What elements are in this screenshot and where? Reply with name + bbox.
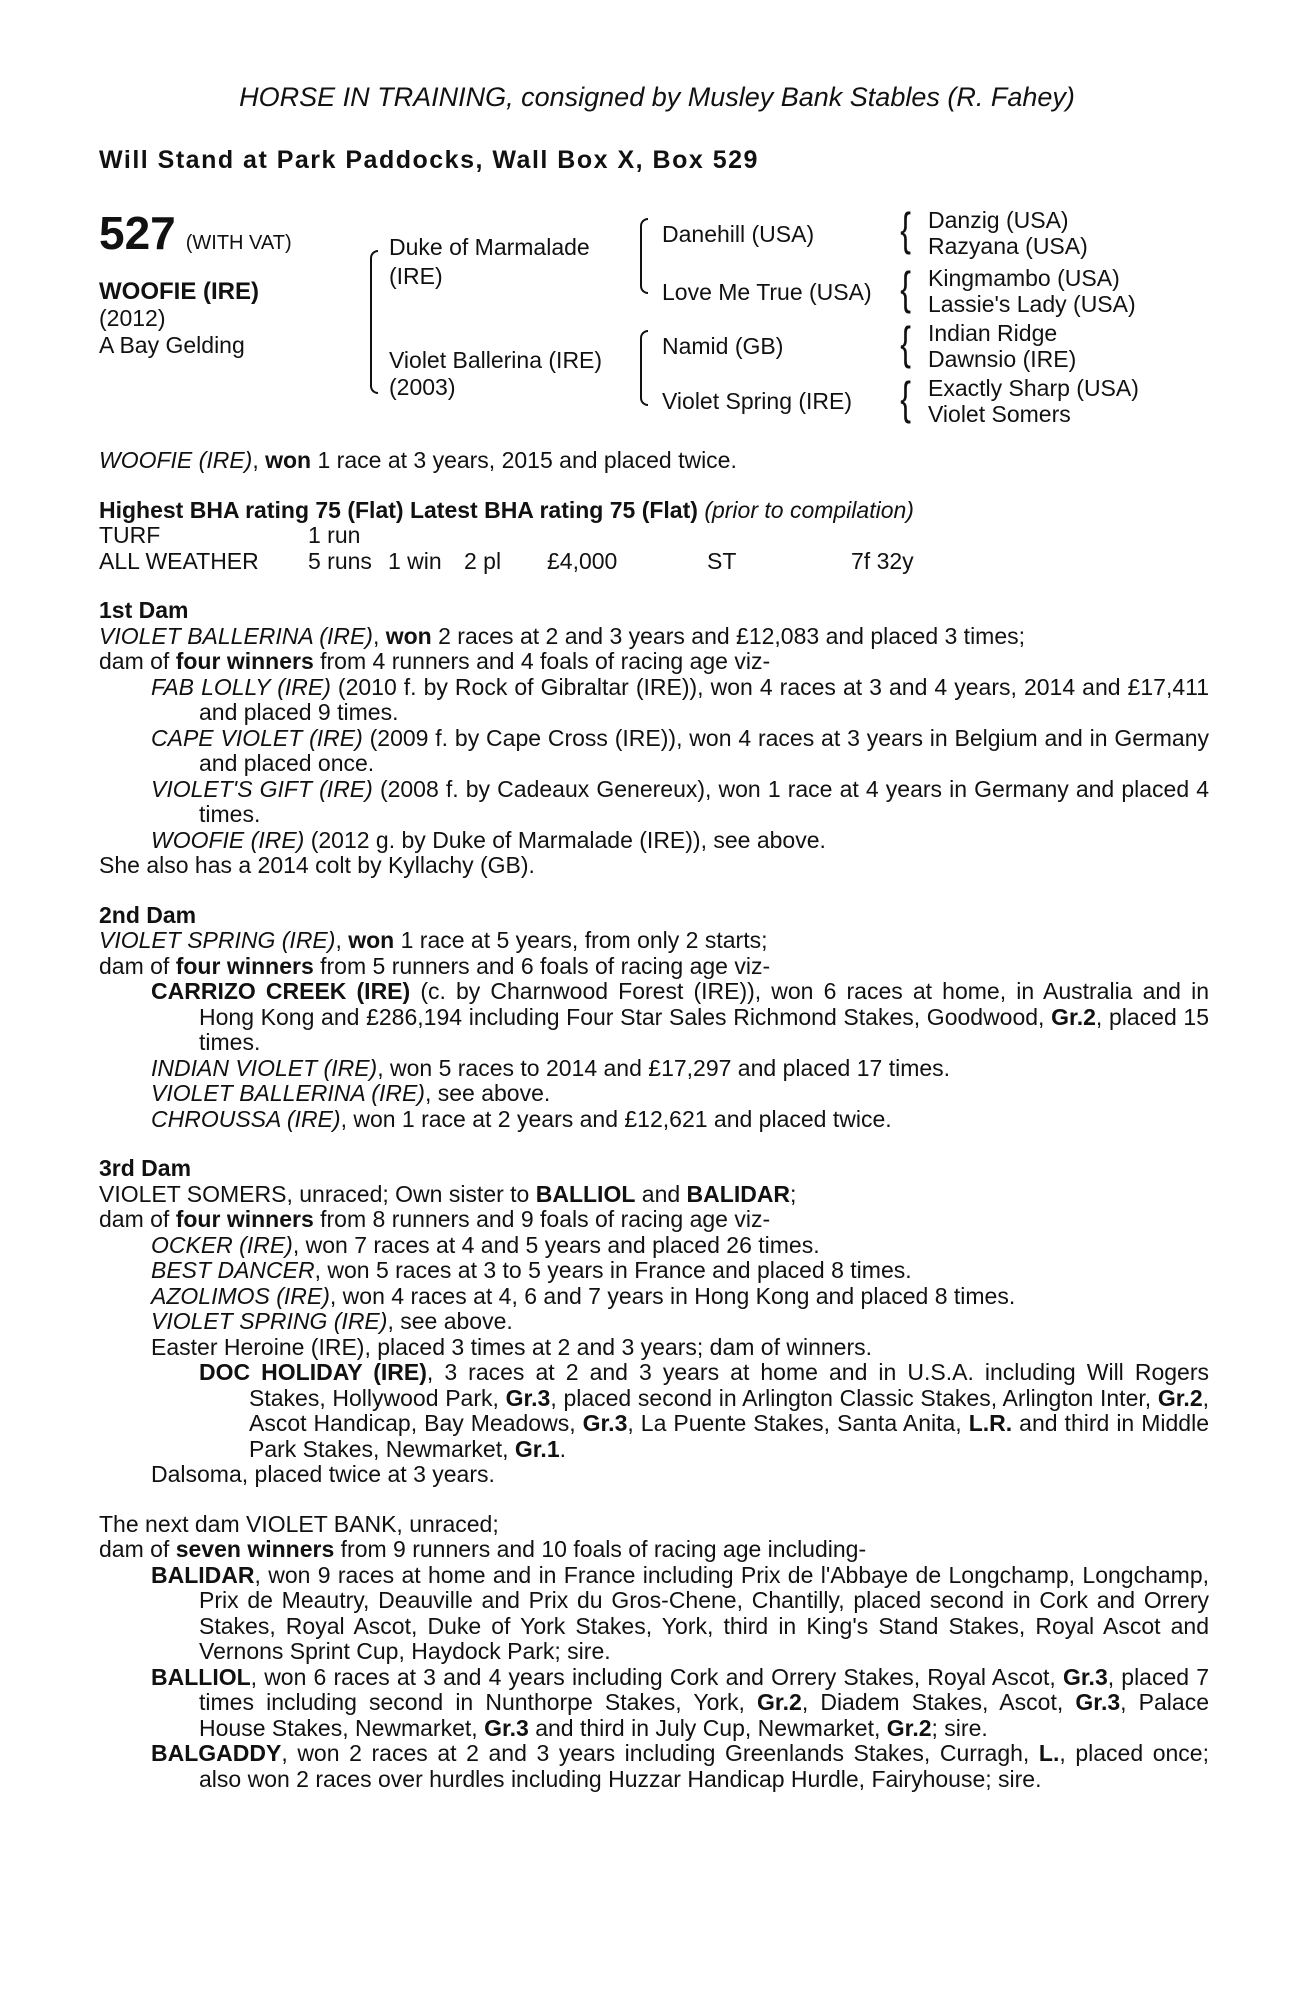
pedigree-brace-sire <box>640 218 648 294</box>
second-dam-produce: dam of four winners from 5 runners and 6 foals of racing age viz- <box>99 952 771 979</box>
page-header-title: HORSE IN TRAINING, consigned by Musley Bank Stables (R. Fahey) <box>239 82 1075 112</box>
second-dam-progeny-1: CARRIZO CREEK (IRE) (c. by Charnwood Forest (IRE)), won 6 races at home, in Australia and in Hong Kong and £286,194 including Four Star Sales Richmond Stakes, Goodwood, Gr.2, placed 15 times. <box>151 978 1210 1055</box>
third-dam-progeny-2: BEST DANCER, won 5 races at 3 to 5 years in France and placed 8 times. <box>151 1257 912 1283</box>
pedigree-brace-dam <box>640 330 648 406</box>
first-dam-progeny-4: WOOFIE (IRE) (2012 g. by Duke of Marmalade (IRE)), see above. <box>151 826 826 853</box>
first-dam-progeny-2: CAPE VIOLET (IRE) (2009 f. by Cape Cross (IRE)), won 4 races at 3 years in Belgium and in Germany and placed once. <box>151 724 1209 776</box>
next-dam-produce: dam of seven winners from 9 runners and 10 foals of racing age including- <box>99 1536 867 1562</box>
next-dam-record: The next dam VIOLET BANK, unraced; <box>99 1510 499 1537</box>
catalogue-body <box>99 448 1209 1792</box>
third-dam-progeny-6: Dalsoma, placed twice at 3 years. <box>151 1461 495 1487</box>
pedigree-ggs-1: Danzig (USA) <box>928 207 1069 233</box>
pedigree-dam-dam: Violet Spring (IRE) <box>662 388 853 414</box>
first-dam-progeny-1: FAB LOLLY (IRE) (2010 f. by Rock of Gibraltar (IRE)), won 4 races at 3 and 4 years, 2014 and £17,411 and placed 9 times. <box>151 673 1210 725</box>
pedigree-sire: Duke of Marmalade <box>389 234 590 260</box>
pedigree-ggs-5: Indian Ridge <box>928 320 1058 346</box>
horse-description: A Bay Gelding <box>99 332 245 358</box>
pedigree-ggs-2: Razyana (USA) <box>928 233 1088 259</box>
horse-name: WOOFIE (IRE) <box>99 278 259 305</box>
third-dam-progeny-1: OCKER (IRE), won 7 races at 4 and 5 years and placed 26 times. <box>151 1231 820 1258</box>
third-dam-progeny-4: VIOLET SPRING (IRE), see above. <box>151 1308 513 1334</box>
race-summary: WOOFIE (IRE), won 1 race at 3 years, 2015 and placed twice. <box>99 447 737 473</box>
third-dam-heading: 3rd Dam <box>99 1155 192 1181</box>
horse-info <box>99 278 259 359</box>
second-dam-record: VIOLET SPRING (IRE), won 1 race at 5 years, from only 2 starts; <box>99 927 768 953</box>
pedigree-ggs-7: Exactly Sharp (USA) <box>928 375 1139 401</box>
pedigree-brace-1: { <box>900 203 912 255</box>
ratings-line: Highest BHA rating 75 (Flat) Latest BHA rating 75 (Flat) (prior to compilation) <box>99 496 914 523</box>
first-dam-also: She also has a 2014 colt by Kyllachy (GB). <box>99 852 535 878</box>
horse-year: (2012) <box>99 305 166 331</box>
second-dam-progeny-3: VIOLET BALLERINA (IRE), see above. <box>151 1080 551 1106</box>
lot-number-block <box>99 206 292 260</box>
lot-number: 527 <box>99 207 176 259</box>
pedigree-ggs-3: Kingmambo (USA) <box>928 265 1120 291</box>
first-dam-progeny-3: VIOLET'S GIFT (IRE) (2008 f. by Cadeaux Genereux), won 1 race at 4 years in Germany and placed 4 times. <box>151 775 1210 827</box>
second-dam-progeny-4: CHROUSSA (IRE), won 1 race at 2 years and £12,621 and placed twice. <box>151 1105 892 1132</box>
all-weather-record: ALL WEATHER 5 runs 1 win 2 pl £4,000 ST 7f 32y <box>99 547 914 574</box>
pedigree-brace-2: { <box>900 262 912 314</box>
third-dam-progeny-3: AZOLIMOS (IRE), won 4 races at 4, 6 and 7 years in Hong Kong and placed 8 times. <box>151 1282 1016 1309</box>
third-dam-grandprogeny: DOC HOLIDAY (IRE), 3 races at 2 and 3 years at home and in U.S.A. including Will Rogers Stakes, Hollywood Park, Gr.3, placed second in Arlington Classic Stakes, Arlington Inter, Gr.2, Ascot Handicap, Bay Meadows, Gr.3, La Puente Stakes, Santa Anita, L.R. and third in Middle Park Stakes, Newmarket, Gr.1. <box>199 1359 1210 1462</box>
pedigree-ggs-6: Dawnsio (IRE) <box>928 346 1077 372</box>
next-dam-progeny-3: BALGADDY, won 2 races at 2 and 3 years including Greenlands Stakes, Curragh, L., placed once; also won 2 races over hurdles including Huzzar Handicap Hurdle, Fairyhouse; sire. <box>151 1740 1209 1792</box>
first-dam-produce: dam of four winners from 4 runners and 4 foals of racing age viz- <box>99 648 771 674</box>
pedigree-sire-sire: Danehill (USA) <box>662 221 815 247</box>
pedigree-brace-4: { <box>900 372 912 424</box>
next-dam-progeny-1: BALIDAR, won 9 races at home and in France including Prix de l'Abbaye de Longchamp, Longchamp, Prix de Meautry, Deauville and Prix du Gros-Chene, Chantilly, placed second in Cork and Orrery Stakes, Royal Ascot, Duke of York Stakes, York, third in King's Stand Stakes, Royal Ascot and Vernons Sprint Cup, Haydock Park; sire. <box>151 1561 1209 1664</box>
next-dam-progeny-2: BALLIOL, won 6 races at 3 and 4 years including Cork and Orrery Stakes, Royal Ascot, Gr.3, placed 7 times including second in Nunthorpe Stakes, York, Gr.2, Diadem Stakes, Ascot, Gr.3, Palace House Stakes, Newmarket, Gr.3 and third in July Cup, Newmarket, Gr.2; sire. <box>151 1663 1209 1741</box>
third-dam-record: VIOLET SOMERS, unraced; Own sister to BALLIOL and BALIDAR; <box>99 1180 797 1207</box>
pedigree-ggs-8: Violet Somers <box>928 401 1071 427</box>
pedigree-dam: Violet Ballerina (IRE) <box>389 347 603 373</box>
vat-label: (WITH VAT) <box>185 232 292 254</box>
pedigree-sire-country: (IRE) <box>389 263 443 289</box>
pedigree-dam-sire: Namid (GB) <box>662 333 784 359</box>
pedigree-ggs-4: Lassie's Lady (USA) <box>928 291 1136 317</box>
second-dam-progeny-2: INDIAN VIOLET (IRE), won 5 races to 2014 and £17,297 and placed 17 times. <box>151 1054 951 1081</box>
first-dam-heading: 1st Dam <box>99 597 189 623</box>
third-dam-progeny-5: Easter Heroine (IRE), placed 3 times at 2 and 3 years; dam of winners. <box>151 1333 872 1360</box>
pedigree-brace-3: { <box>900 317 912 369</box>
pedigree-dam-year: (2003) <box>389 374 456 400</box>
third-dam-produce: dam of four winners from 8 runners and 9 foals of racing age viz- <box>99 1206 771 1232</box>
pedigree-sire-dam: Love Me True (USA) <box>662 279 872 305</box>
stand-location: Will Stand at Park Paddocks, Wall Box X, Box 529 <box>99 146 759 174</box>
turf-record: TURF 1 run <box>99 522 361 548</box>
first-dam-record: VIOLET BALLERINA (IRE), won 2 races at 2 and 3 years and £12,083 and placed 3 times; <box>99 622 1026 649</box>
second-dam-heading: 2nd Dam <box>99 901 197 928</box>
pedigree-brace-main <box>370 250 378 394</box>
